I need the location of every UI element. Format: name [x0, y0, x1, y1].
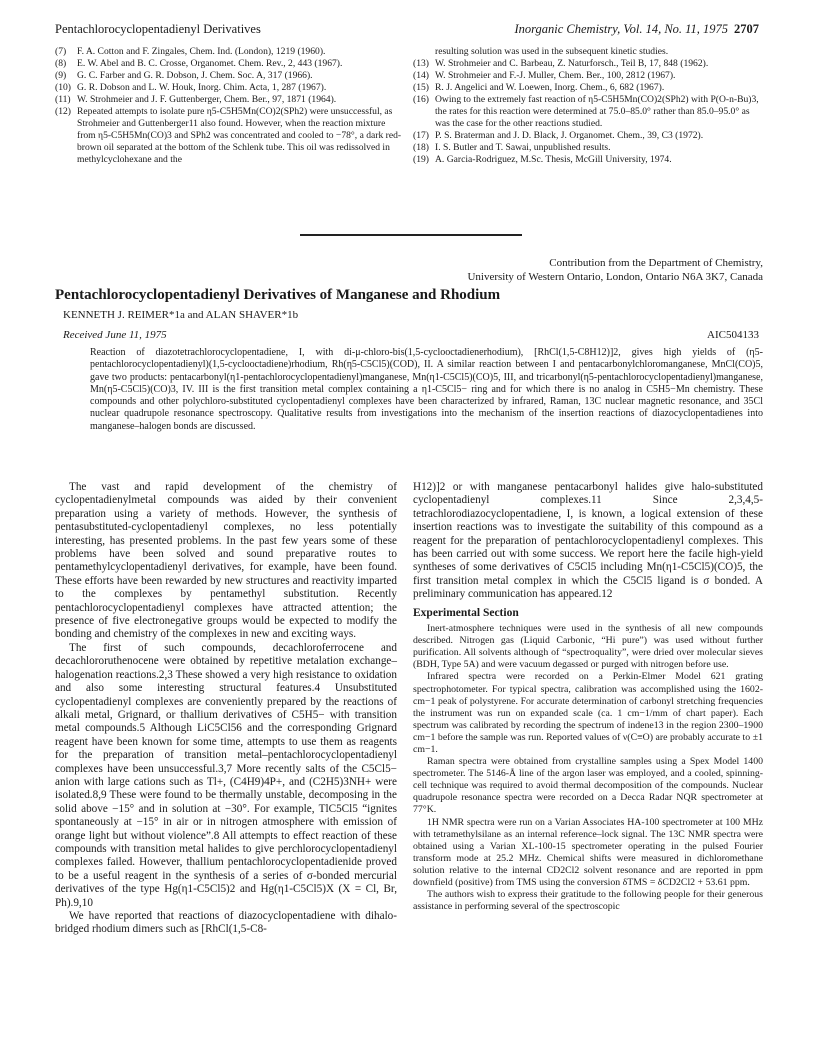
reference-item: (8) E. W. Abel and B. C. Crosse, Organomet. Chem. Rev., 2, 443 (1967).: [55, 58, 343, 69]
paragraph: Raman spectra were obtained from crystalline samples using a Spex Model 1400 spectrometer. The 5146-Å line of the argon laser was employed, and a cooled, spinning-cell technique was required to avoid thermal decomposition of the compounds. Nuclear quadrupole resonance spectra were recorded on a Decca Radar NQR spectrometer at 77°K.: [413, 756, 763, 816]
reference-item: (11) W. Strohmeier and J. F. Guttenberger, Chem. Ber., 97, 1871 (1964).: [55, 94, 337, 105]
reference-item: (16) Owing to the extremely fast reaction of η5-C5H5Mn(CO)2(SPh2) with P(O-n-Bu)3, the rates for this reaction were determined at 75.0–85.0° rather than 85.0–95.0° as was the case for the other reactions studied.: [413, 94, 759, 129]
reference-item: (9) G. C. Farber and G. R. Dobson, J. Chem. Soc. A, 317 (1966).: [55, 70, 313, 81]
reference-item: (19) A. Garcia-Rodriguez, M.Sc. Thesis, McGill University, 1974.: [413, 154, 672, 165]
reference-item: (15) R. J. Angelici and W. Loewen, Inorg. Chem., 6, 682 (1967).: [413, 82, 665, 93]
reference-item: (10) G. R. Dobson and L. W. Houk, Inorg. Chim. Acta, 1, 287 (1967).: [55, 82, 327, 93]
reference-item: (7) F. A. Cotton and F. Zingales, Chem. Ind. (London), 1219 (1960).: [55, 46, 326, 57]
reference-item: (13) W. Strohmeier and C. Barbeau, Z. Naturforsch., Teil B, 17, 848 (1962).: [413, 58, 709, 69]
body-column-left: [55, 481, 397, 937]
paragraph: The authors wish to express their gratitude to the following people for their generous assistance in performing several of the spectroscopic: [413, 889, 763, 913]
reference-item: resulting solution was used in the subsequent kinetic studies.: [435, 46, 669, 57]
affiliation-line-2: University of Western Ontario, London, Ontario N6A 3K7, Canada: [467, 271, 763, 283]
paragraph: Inert-atmosphere techniques were used in the synthesis of all new compounds described. Nitrogen gas (Liquid Carbonic, “Hi pure”) was used without further purification. All solvents although of “spectroquality”, were dried over molecular sieves (BDH, Type 5A) and were vacuum degassed or purged with nitrogen before use.: [413, 623, 763, 671]
reference-item: (17) P. S. Braterman and J. D. Black, J. Organomet. Chem., 39, C3 (1972).: [413, 130, 704, 141]
running-header-title: Pentachlorocyclopentadienyl Derivatives: [55, 22, 261, 36]
running-header-journal: [514, 22, 759, 37]
section-heading: Experimental Section: [413, 606, 519, 619]
article-authors: KENNETH J. REIMER*1a and ALAN SHAVER*1b: [63, 309, 299, 321]
received-date: Received June 11, 1975: [63, 329, 167, 341]
paragraph: The vast and rapid development of the chemistry of cyclopentadienylmetal compounds was aided by their convenient preparation using a variety of methods. However, the synthesis of pentasubstituted-cyclopentadienyl complexes, no less potentially interesting, has presented problems. In the past few years some of these problems have been solved and sound preparative routes to pentamethylcyclopentadienyl derivatives, for example, have been found. These efforts have been rewarded by new structures and reactivity imparted to the complexes by pentamethyl substitution. Recently pentachlorocyclopentadienyl complexes have attracted attention; the presence of five electronegative groups would be expected to modify the bonding and chemistry of the complexes in new and exciting ways.: [55, 481, 397, 641]
journal-citation: Inorganic Chemistry, Vol. 14, No. 11, 1975: [514, 22, 728, 36]
body-column-right: [413, 481, 763, 913]
article-code: AIC504133: [707, 329, 759, 341]
paragraph: 1H NMR spectra were run on a Varian Associates HA-100 spectrometer at 100 MHz with tetramethylsilane as an internal reference–lock signal. The 13C NMR spectra were obtained using a Varian XL-100-15 spectrometer operating in the pulsed Fourier transform mode at 25.2 MHz. Chemical shifts were measured in dichloromethane solution relative to the internal CD2Cl2 solvent resonance and are reported in ppm downfield (positive) from TMS using the conversion δTMS = δCD2Cl2 + 53.61 ppm.: [413, 816, 763, 889]
paragraph: Infrared spectra were recorded on a Perkin-Elmer Model 621 grating spectrophotometer. For typical spectra, calibration was accomplished using the 1602-cm−1 peak of polystyrene. For accurate determination of carbonyl stretching frequencies the instrument was run on expanded scale (ca. 1 cm−1/mm of chart paper). Each spectrum was calibrated by recording the spectrum of indene13 in the region 2300–1900 cm−1 before the sample was run. Reported values of ν(C≡O) are probably accurate to ±1 cm−1.: [413, 671, 763, 755]
paragraph: H12)]2 or with manganese pentacarbonyl halides give halo-substituted cyclopentadienyl complexes.11 Since 2,3,4,5-tetrachlorodiazocyclopentadiene, I, is known, a logical extension of these insertion reactions was to investigate the suitability of this compound as a reagent for the preparation of pentachlorocyclopentadienyl complexes. This has been carried out with some success. We report here the facile high-yield syntheses of some derivatives of C5Cl5 including Mn(η1-C5Cl5)(CO)5, the first transition metal complex in which the C5Cl5 ligand is σ bonded. A preliminary communication has appeared.12: [413, 481, 763, 601]
article-title: Pentachlorocyclopentadienyl Derivatives of Manganese and Rhodium: [55, 287, 501, 303]
affiliation-line-1: Contribution from the Department of Chemistry,: [549, 257, 763, 269]
section-divider: [300, 234, 522, 236]
contribution-affiliation: [400, 256, 763, 284]
reference-item: (14) W. Strohmeier and F.-J. Muller, Chem. Ber., 100, 2812 (1967).: [413, 70, 676, 81]
abstract: Reaction of diazotetrachlorocyclopentadiene, I, with di-μ-chloro-bis(1,5-cyclooctadienerhodium), [RhCl(1,5-C8H12)]2, gives high yields of (η5-pentachlorocyclopentadienyl)(1,5-cyclooctadiene)rhodium, Rh(η5-C5Cl5)(COD), II. A similar reaction between I and pentacarbonylchloromanganese, MnCl(CO)5, gave two products: pentacarbonyl(η1-pentachlorocyclopentadienyl)manganese, Mn(η1-C5Cl5)(CO)5, III, and tricarbonyl(η5-pentachlorocyclopentadienyl)manganese, Mn(η5-C5Cl5)(CO)3, IV. III is the first transition metal complex containing a η1-C5Cl5− ring and for which there is no analog in C5H5−Mn chemistry. These compounds and other polychloro-substituted cyclopentadienyl complexes have been characterized by infrared, Raman, 13C nuclear magnetic resonance, and 35Cl nuclear quadrupole resonance spectroscopy. Qualitative results from investigations into the mechanism of the insertion reactions of diazocyclopentadienes into manganese–halogen bonds are discussed.: [90, 347, 763, 432]
references-left: [55, 46, 403, 166]
references-right: [413, 46, 763, 166]
paragraph: The first of such compounds, decachloroferrocene and decachlororuthenocene were obtained by repetitive metalation exchange–halogenation reactions.2,3 These showed a very high resistance to oxidation and also some interesting structural features.4 Unsubstituted cyclopentadienyl complexes are conveniently prepared by the reactions of alkali metal, Grignard, or thallium derivatives of C5H5− with transition metal compounds.5 Although LiC5Cl56 and the corresponding Grignard reagent have been known for some time, attempts to use them as reagents for the preparation of transition metal–pentachlorocyclopentadienyl complexes have been unsuccessful.3,7 More recently salts of the C5Cl5− anion with large cations such as Tl+, (C4H9)4P+, and (C2H5)3NH+ were isolated.8,9 These were found to be thermally unstable, decomposing in the solid above −15° and in solution at −30°. For example, TlC5Cl5 “ignites spontaneously at −15° in air or in nitrogen atmosphere with emission of orange light but without violence”.8 All attempts to effect reaction of these compounds with transition metal halides to give perchlorocyclopentadienyl complexes failed. However, thallium pentachlorocyclopentadienide proved to be a useful reagent in the synthesis of a series of σ-bonded mercurial derivatives of the type Hg(η1-C5Cl5)2 and Hg(η1-C5Cl5)X (X = Cl, Br, Ph).9,10: [55, 641, 397, 909]
paragraph: We have reported that reactions of diazocyclopentadiene with dihalo-bridged rhodium dimers such as [RhCl(1,5-C8-: [55, 910, 397, 936]
reference-item: (18) I. S. Butler and T. Sawai, unpublished results.: [413, 142, 611, 153]
reference-item: (12) Repeated attempts to isolate pure η5-C5H5Mn(CO)2(SPh2) were unsuccessful, as Strohmeier and Guttenberger11 also found. However, when the reaction mixture from η5-C5H5Mn(CO)3 and SPh2 was concentrated and cooled to −78°, a dark red-brown oil separated at the bottom of the Schlenk tube. This oil was redissolved in methylcyclohexane and the: [55, 106, 402, 165]
page-number: 2707: [734, 22, 759, 36]
